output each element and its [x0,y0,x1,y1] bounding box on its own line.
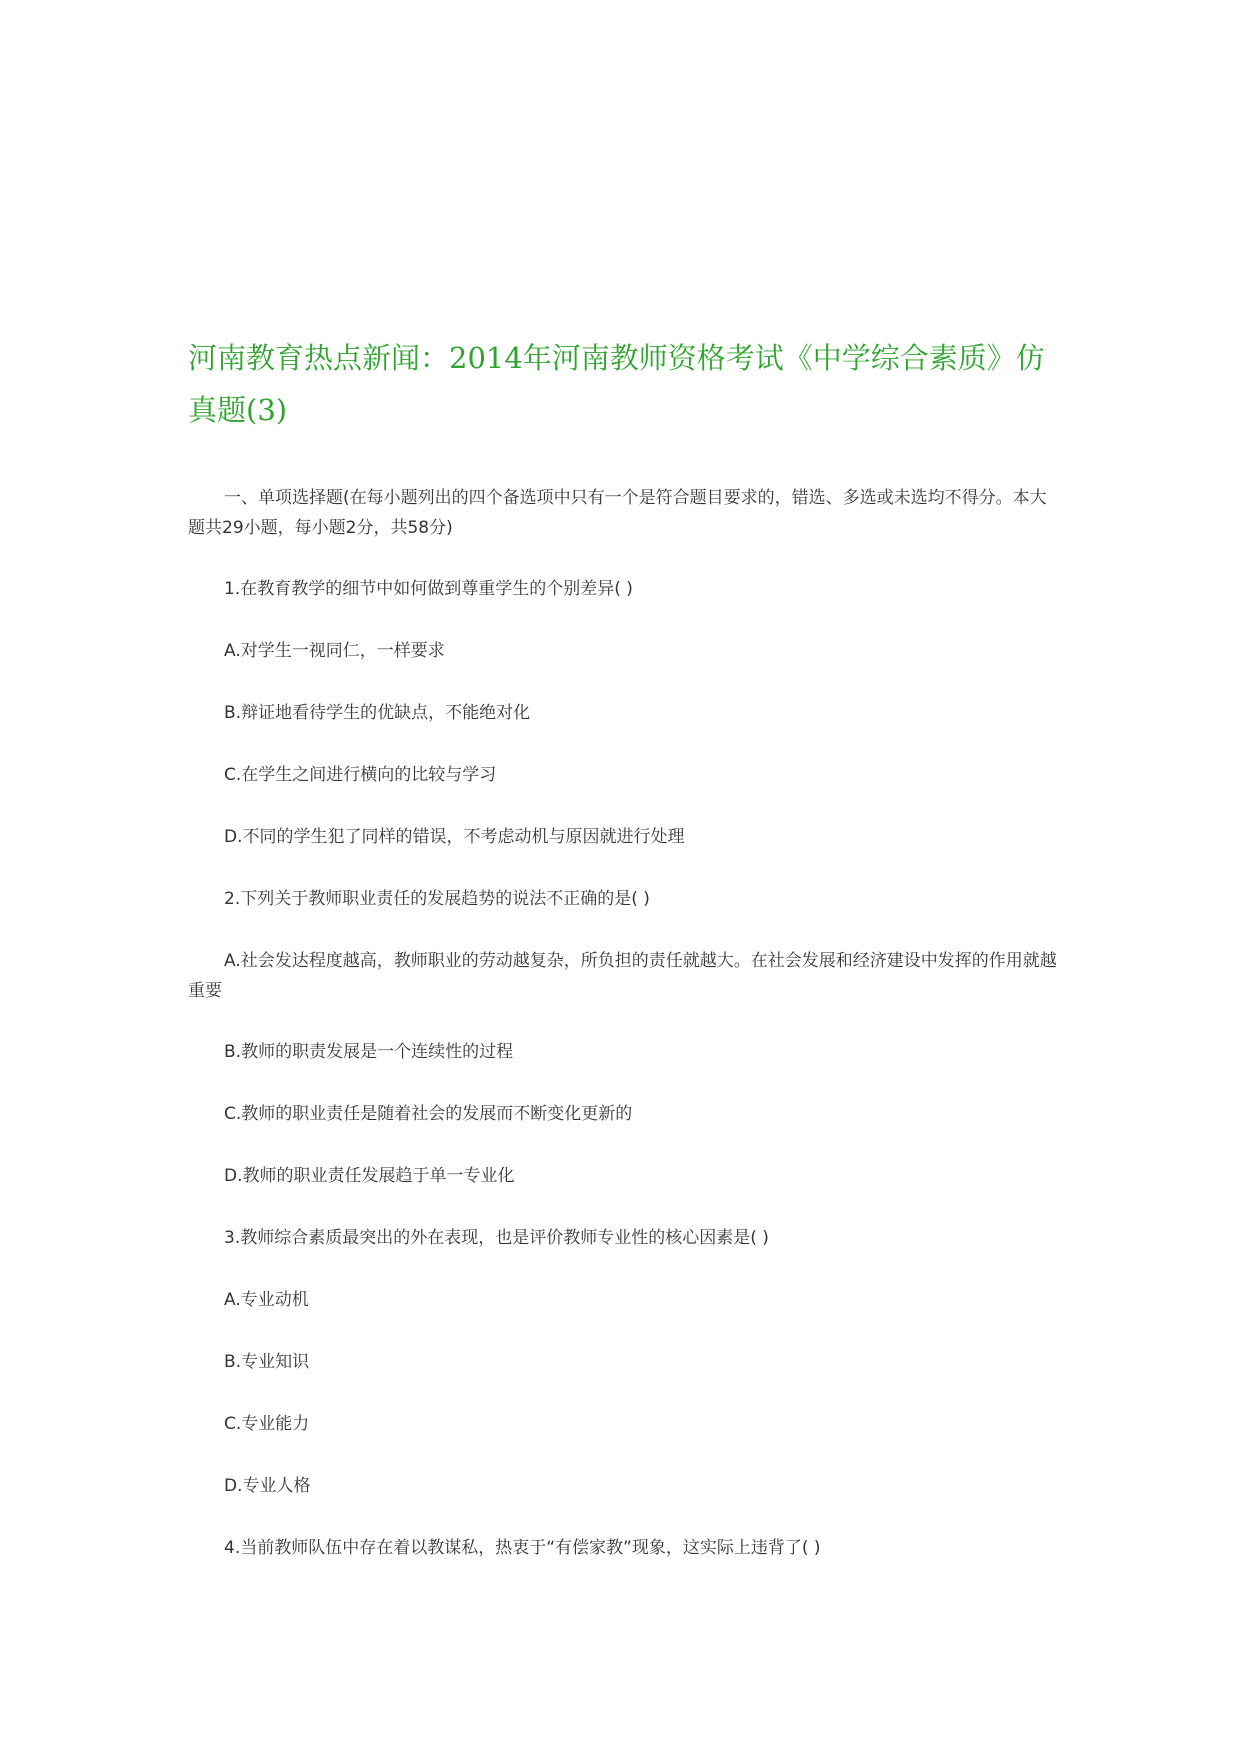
article-body [188,483,1060,1595]
question-3-option-a: A.专业动机 [224,1290,309,1310]
question-2-option-a: A.社会发达程度越高，教师职业的劳动越复杂，所负担的责任就越大。在社会发展和经济建设中发挥的作用就越重要 [188,951,1057,1001]
question-1-stem: 1.在教育教学的细节中如何做到尊重学生的个别差异( ) [224,579,633,599]
question-4-stem: 4.当前教师队伍中存在着以教谋私，热衷于“有偿家教”现象，这实际上违背了( ) [224,1538,821,1558]
question-2-option-c: C.教师的职业责任是随着社会的发展而不断变化更新的 [224,1104,633,1124]
question-1-option-c: C.在学生之间进行横向的比较与学习 [224,765,497,785]
question-3-option-d: D.专业人格 [224,1476,311,1496]
question-1-option-d: D.不同的学生犯了同样的错误，不考虑动机与原因就进行处理 [224,827,685,847]
question-3-stem: 3.教师综合素质最突出的外在表现，也是评价教师专业性的核心因素是( ) [224,1228,769,1248]
question-2-option-d: D.教师的职业责任发展趋于单一专业化 [224,1166,515,1186]
question-1-option-b: B.辩证地看待学生的优缺点，不能绝对化 [224,703,531,723]
section-intro: 一、单项选择题(在每小题列出的四个备选项中只有一个是符合题目要求的，错选、多选或未选均不得分。本大题共29小题，每小题2分，共58分) [188,488,1047,538]
question-1-option-a: A.对学生一视同仁，一样要求 [224,641,445,661]
question-3-option-c: C.专业能力 [224,1414,310,1434]
article-title: 河南教育热点新闻：2014年河南教师资格考试《中学综合素质》仿真题(3) [188,341,1045,427]
question-2-stem: 2.下列关于教师职业责任的发展趋势的说法不正确的是( ) [224,889,650,909]
question-2-option-b: B.教师的职责发展是一个连续性的过程 [224,1042,514,1062]
question-3-option-b: B.专业知识 [224,1352,310,1372]
